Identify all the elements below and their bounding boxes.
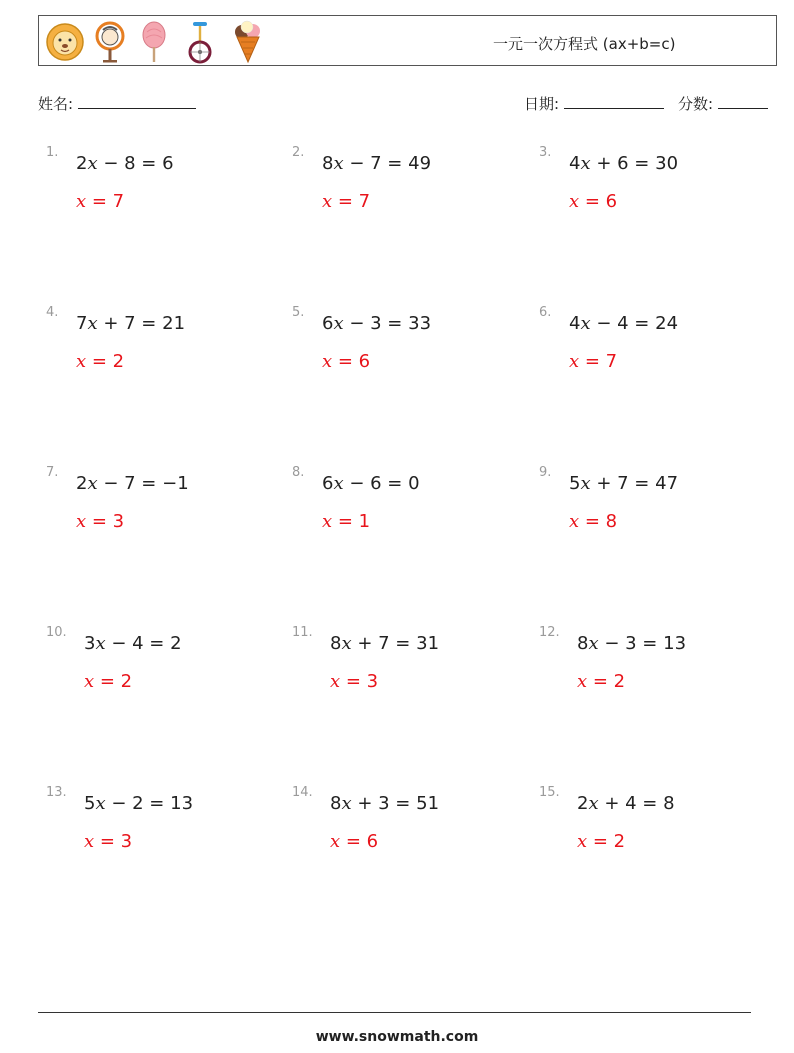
problem-number: 13.	[46, 785, 67, 800]
answer-value: = 3	[340, 671, 379, 692]
equation	[322, 473, 420, 494]
answer-variable: x	[322, 351, 333, 372]
answer-variable: x	[577, 831, 588, 852]
answer-variable: x	[577, 671, 588, 692]
problem-number: 6.	[539, 305, 552, 320]
problem-item	[539, 145, 759, 235]
equation-coefficient: 8	[577, 633, 589, 654]
answer	[569, 511, 617, 532]
unicycle-icon	[185, 20, 215, 64]
cotton-candy-icon	[139, 20, 169, 64]
equation-variable: x	[95, 633, 106, 654]
problem-item	[539, 465, 759, 555]
equation-coefficient: 3	[84, 633, 96, 654]
answer-value: = 8	[579, 511, 618, 532]
answer-variable: x	[76, 511, 87, 532]
equation-rest: + 6 = 30	[590, 153, 679, 174]
problem-item	[46, 145, 266, 235]
score-field	[678, 93, 768, 114]
problem-item	[539, 785, 759, 875]
equation-variable: x	[588, 633, 599, 654]
equation	[76, 473, 189, 494]
problem-item	[292, 465, 512, 555]
equation-coefficient: 6	[322, 473, 334, 494]
equation	[322, 313, 431, 334]
answer	[330, 671, 378, 692]
problem-number: 2.	[292, 145, 305, 160]
equation-rest: + 7 = 31	[351, 633, 440, 654]
footer-site: www.snowmath.com	[315, 1029, 479, 1045]
equation-rest: − 7 = 49	[343, 153, 432, 174]
answer-value: = 2	[94, 671, 133, 692]
equation-rest: − 4 = 24	[590, 313, 679, 334]
equation-variable: x	[333, 153, 344, 174]
answer	[577, 671, 625, 692]
problem-number: 12.	[539, 625, 560, 640]
lion-icon	[45, 20, 85, 64]
problem-number: 15.	[539, 785, 560, 800]
problem-number: 10.	[46, 625, 67, 640]
equation-rest: + 7 = 21	[97, 313, 186, 334]
answer-value: = 3	[86, 511, 125, 532]
answer-value: = 1	[332, 511, 371, 532]
score-blank[interactable]	[718, 94, 768, 109]
equation	[84, 633, 182, 654]
equation-rest: − 7 = −1	[97, 473, 189, 494]
problem-number: 5.	[292, 305, 305, 320]
problem-item	[46, 465, 266, 555]
equation-coefficient: 8	[322, 153, 334, 174]
answer-value: = 7	[579, 351, 618, 372]
equation-coefficient: 2	[76, 473, 88, 494]
problem-item	[292, 785, 512, 875]
answer-value: = 3	[94, 831, 133, 852]
answer	[76, 191, 124, 212]
answer-variable: x	[76, 351, 87, 372]
answer	[569, 191, 617, 212]
equation-variable: x	[95, 793, 106, 814]
header-box	[38, 15, 777, 66]
equation-rest: − 4 = 2	[105, 633, 182, 654]
name-label: 姓名:	[38, 95, 74, 113]
equation	[569, 153, 678, 174]
equation-coefficient: 8	[330, 793, 342, 814]
problem-number: 8.	[292, 465, 305, 480]
answer-value: = 6	[340, 831, 379, 852]
answer	[330, 831, 378, 852]
equation-variable: x	[333, 473, 344, 494]
answer-value: = 7	[332, 191, 371, 212]
equation-rest: − 3 = 33	[343, 313, 432, 334]
answer-value: = 7	[86, 191, 125, 212]
problem-item	[46, 625, 266, 715]
answer-variable: x	[76, 191, 87, 212]
equation-variable: x	[341, 633, 352, 654]
worksheet-title: 一元一次方程式 (ax+b=c)	[493, 35, 676, 53]
equation-variable: x	[580, 153, 591, 174]
name-blank[interactable]	[78, 94, 196, 109]
equation-coefficient: 5	[84, 793, 96, 814]
answer-variable: x	[84, 831, 95, 852]
equation	[569, 313, 678, 334]
equation-variable: x	[580, 313, 591, 334]
answer-value: = 2	[86, 351, 125, 372]
equation-rest: + 3 = 51	[351, 793, 440, 814]
answer-value: = 6	[579, 191, 618, 212]
problem-item	[292, 145, 512, 235]
equation-rest: + 4 = 8	[598, 793, 675, 814]
answer	[84, 671, 132, 692]
answer-value: = 2	[587, 671, 626, 692]
equation-coefficient: 6	[322, 313, 334, 334]
problem-item	[539, 625, 759, 715]
equation-variable: x	[580, 473, 591, 494]
equation	[569, 473, 678, 494]
equation	[76, 153, 174, 174]
equation-coefficient: 4	[569, 313, 581, 334]
date-label: 日期:	[524, 95, 560, 113]
equation-rest: + 7 = 47	[590, 473, 679, 494]
equation-rest: − 6 = 0	[343, 473, 420, 494]
answer	[577, 831, 625, 852]
equation-rest: − 8 = 6	[97, 153, 174, 174]
problem-item	[539, 305, 759, 395]
equation-variable: x	[588, 793, 599, 814]
equation-variable: x	[341, 793, 352, 814]
problem-number: 4.	[46, 305, 59, 320]
footer-divider	[38, 1012, 751, 1013]
problem-number: 1.	[46, 145, 59, 160]
problem-number: 3.	[539, 145, 552, 160]
answer-variable: x	[330, 831, 341, 852]
equation-coefficient: 2	[577, 793, 589, 814]
equation-coefficient: 5	[569, 473, 581, 494]
equation-variable: x	[87, 153, 98, 174]
ice-cream-icon	[231, 20, 265, 64]
equation-coefficient: 4	[569, 153, 581, 174]
problem-item	[292, 305, 512, 395]
equation	[76, 313, 185, 334]
answer-variable: x	[322, 191, 333, 212]
equation-variable: x	[333, 313, 344, 334]
equation	[577, 633, 686, 654]
equation-coefficient: 7	[76, 313, 88, 334]
equation-variable: x	[87, 473, 98, 494]
problem-item	[46, 305, 266, 395]
answer-variable: x	[569, 191, 580, 212]
problem-number: 9.	[539, 465, 552, 480]
equation	[330, 793, 439, 814]
answer	[322, 511, 370, 532]
answer	[322, 191, 370, 212]
answer-value: = 2	[587, 831, 626, 852]
equation	[84, 793, 193, 814]
equation-rest: − 2 = 13	[105, 793, 194, 814]
equation-coefficient: 2	[76, 153, 88, 174]
answer	[76, 351, 124, 372]
answer-variable: x	[84, 671, 95, 692]
equation-coefficient: 8	[330, 633, 342, 654]
answer	[76, 511, 124, 532]
date-blank[interactable]	[564, 94, 664, 109]
problem-item	[292, 625, 512, 715]
equation	[577, 793, 675, 814]
answer-variable: x	[330, 671, 341, 692]
problem-number: 14.	[292, 785, 313, 800]
answer-value: = 6	[332, 351, 371, 372]
answer-variable: x	[569, 511, 580, 532]
answer	[322, 351, 370, 372]
answer-variable: x	[569, 351, 580, 372]
juggler-icon	[93, 20, 127, 64]
date-field	[524, 93, 664, 114]
equation-rest: − 3 = 13	[598, 633, 687, 654]
score-label: 分数:	[678, 95, 714, 113]
problem-number: 11.	[292, 625, 313, 640]
problem-number: 7.	[46, 465, 59, 480]
answer	[569, 351, 617, 372]
equation	[330, 633, 439, 654]
answer-variable: x	[322, 511, 333, 532]
problem-item	[46, 785, 266, 875]
answer	[84, 831, 132, 852]
name-field	[38, 93, 196, 114]
equation	[322, 153, 431, 174]
equation-variable: x	[87, 313, 98, 334]
